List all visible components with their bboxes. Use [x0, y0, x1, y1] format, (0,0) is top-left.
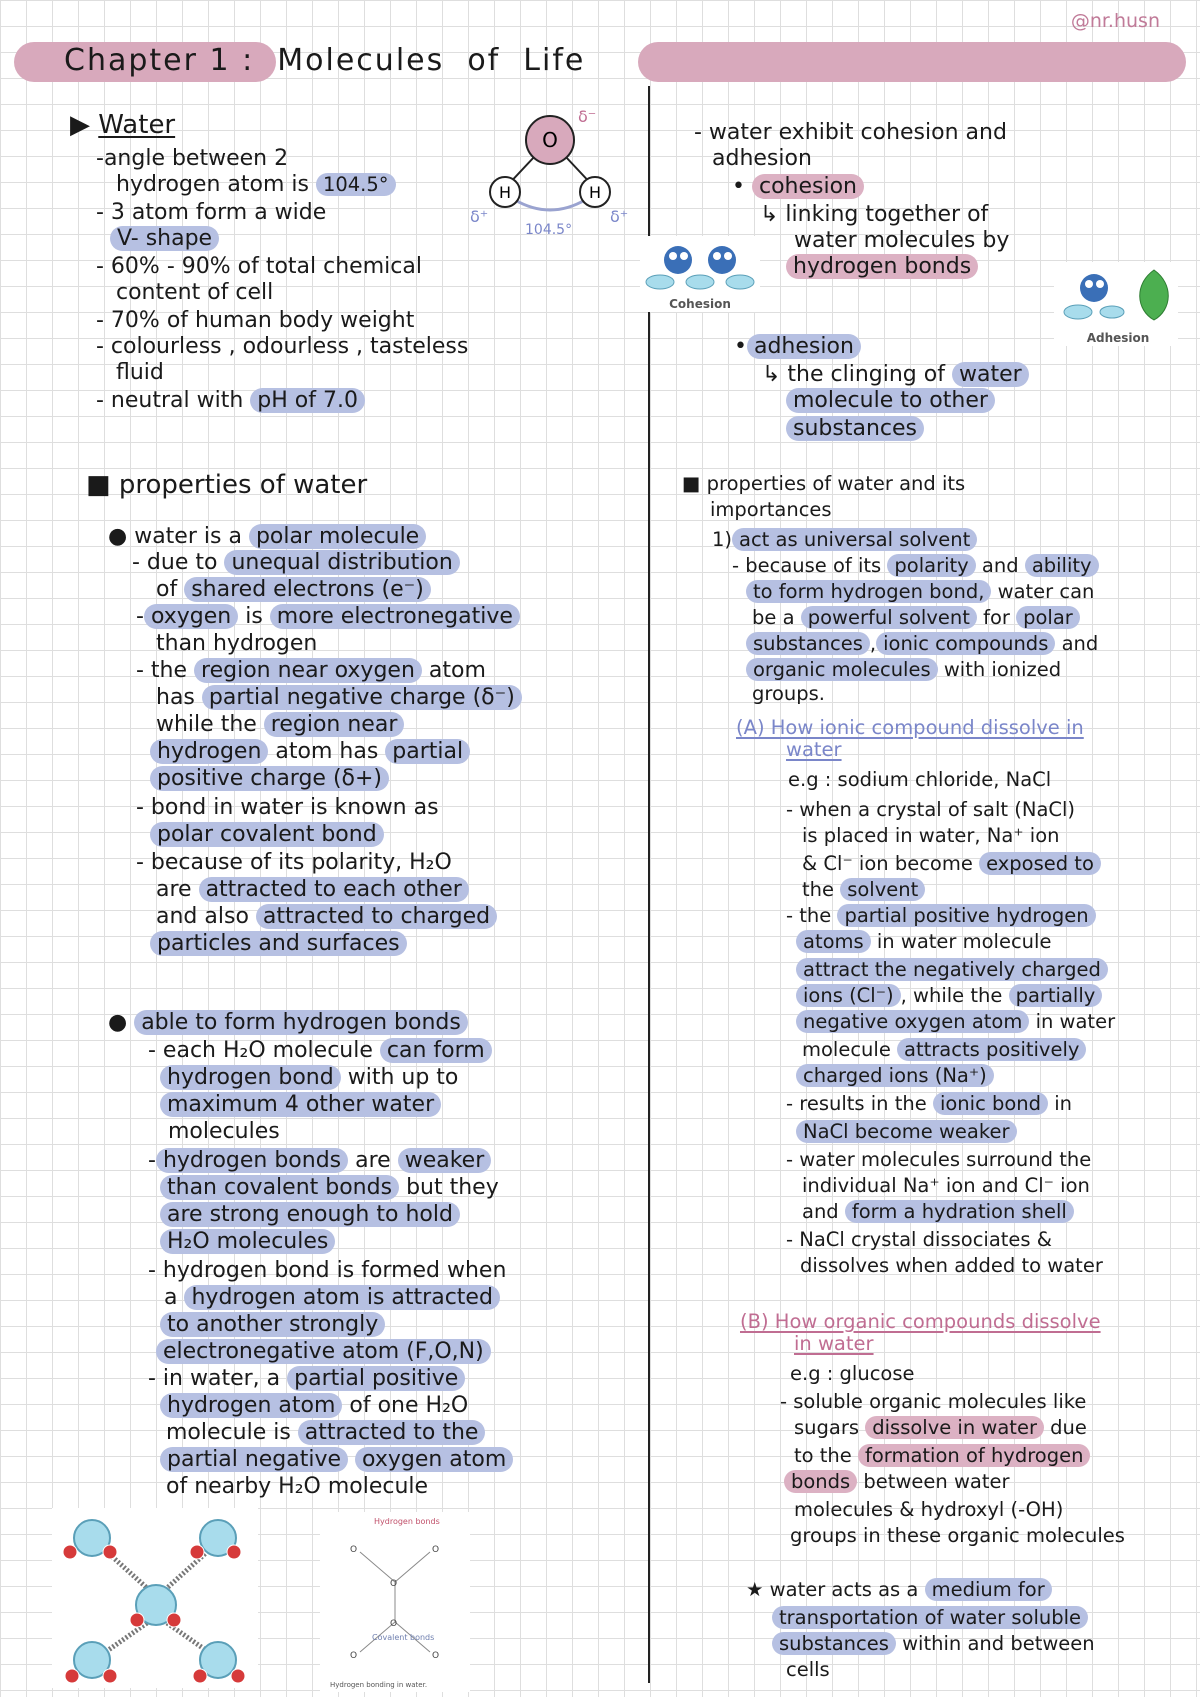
text: water is a	[134, 524, 242, 549]
highlight: partial	[385, 739, 470, 764]
right-line	[746, 580, 1094, 604]
highlight: solvent	[840, 878, 925, 901]
highlight: attract the negatively charged	[796, 958, 1108, 981]
highlight: hydrogen atom	[160, 1393, 342, 1418]
highlight: partially	[1009, 984, 1103, 1007]
prop-line	[150, 766, 389, 792]
highlight: form a hydration shell	[845, 1200, 1074, 1223]
highlight: partial positive hydrogen	[837, 904, 1095, 927]
water-network-illustration	[52, 1508, 258, 1688]
water-line: content of cell	[116, 280, 274, 305]
highlight: hydrogen bond	[160, 1065, 341, 1090]
text: a	[164, 1285, 178, 1310]
right-line: e.g : sodium chloride, NaCl	[788, 768, 1052, 791]
highlight: oxygen atom	[355, 1447, 513, 1472]
highlight: attracts positively	[897, 1038, 1086, 1061]
right-line	[796, 984, 1102, 1008]
highlight: region near oxygen	[194, 658, 422, 683]
text: while the	[156, 712, 257, 737]
text: has	[156, 685, 195, 710]
water-line: - 70% of human body weight	[96, 308, 415, 333]
highlight: formation of hydrogen	[858, 1444, 1091, 1467]
square-bullet-icon: ■	[86, 470, 111, 500]
text: and	[981, 554, 1019, 577]
highlight: oxygen	[144, 604, 238, 629]
text: are	[156, 877, 192, 902]
svg-text:O: O	[432, 1545, 440, 1555]
text: - neutral with	[96, 388, 244, 413]
hbond-line	[148, 1366, 465, 1392]
text: and	[802, 1200, 839, 1223]
right-line	[746, 1578, 1052, 1602]
water-line: fluid	[116, 360, 164, 385]
highlight: powerful solvent	[801, 606, 977, 629]
right-line	[794, 1416, 1087, 1440]
cohesion-illustration	[640, 236, 760, 312]
highlight: medium for	[925, 1578, 1052, 1601]
svg-text:O: O	[390, 1579, 398, 1589]
right-line	[786, 904, 1096, 928]
prop-line	[156, 877, 469, 903]
highlight: V- shape	[110, 226, 219, 251]
text: hydrogen atom is	[116, 172, 309, 197]
water-line: - 3 atom form a wide	[96, 200, 327, 225]
hbond-line: ● able to form hydrogen bonds	[108, 1010, 468, 1036]
right-line	[786, 1092, 1072, 1116]
section-a-title	[736, 716, 1084, 740]
highlight: more electronegative	[270, 604, 520, 629]
right-line	[746, 632, 1098, 656]
text: sugars	[794, 1416, 860, 1439]
right-line	[802, 1038, 1086, 1062]
right-line	[772, 1606, 1088, 1630]
water-line	[116, 172, 396, 198]
hbond-line: - hydrogen bonds are weaker	[148, 1148, 491, 1174]
text: in water	[1035, 1010, 1116, 1033]
right-line	[796, 930, 1051, 954]
text: ↳ the clinging of	[762, 362, 945, 387]
text: ★ water acts as a	[746, 1578, 919, 1601]
right-line: water molecules by	[794, 228, 1010, 253]
highlight: to another strongly	[160, 1312, 385, 1337]
highlight: dissolve in water	[865, 1416, 1044, 1439]
section-a-title	[786, 738, 842, 762]
prop-line	[150, 822, 384, 848]
text: between water	[863, 1470, 1010, 1493]
prop-line	[156, 904, 497, 930]
highlight: water	[952, 362, 1029, 387]
highlight: partial negative charge (δ⁻)	[202, 685, 522, 710]
title-highlight-right	[638, 42, 1186, 82]
hbond-line	[160, 1312, 385, 1338]
highlight: pH of 7.0	[250, 388, 365, 413]
text: - the	[136, 658, 188, 683]
author-handle: @nr.husn	[1070, 10, 1160, 32]
svg-text:O: O	[350, 1545, 358, 1555]
water-line: -angle between 2	[96, 146, 289, 171]
highlight: shared electrons (e⁻)	[184, 577, 431, 602]
hbond-line	[160, 1175, 499, 1201]
hbond-line	[148, 1038, 492, 1064]
text: in water molecule	[876, 930, 1052, 953]
text: - due to	[132, 550, 218, 575]
highlight: able to form hydrogen bonds	[134, 1010, 468, 1035]
highlight: negative oxygen atom	[796, 1010, 1029, 1033]
right-line	[802, 878, 925, 902]
text: is	[245, 604, 263, 629]
prop-line: ● water is a polar molecule	[108, 524, 426, 550]
highlight: polar covalent bond	[150, 822, 384, 847]
figure-caption: Hydrogen bonding in water.	[330, 1681, 428, 1689]
right-line: ↳ linking together of	[760, 202, 989, 227]
oxygen-label: O	[542, 128, 558, 152]
right-line: - soluble organic molecules like	[780, 1390, 1087, 1413]
highlight: ions (Cl⁻)	[796, 984, 901, 1007]
right-line: - water molecules surround the	[786, 1148, 1092, 1171]
highlight: hydrogen bonds	[156, 1148, 348, 1173]
water-line	[110, 226, 219, 252]
right-line	[772, 1632, 1095, 1656]
water-line: - 60% - 90% of total chemical	[96, 254, 422, 279]
hbond-line	[156, 1339, 491, 1365]
highlight: polar	[1016, 606, 1080, 629]
text: atom has	[275, 739, 379, 764]
highlight: bonds	[784, 1470, 857, 1493]
prop-line	[132, 550, 460, 576]
prop-line	[156, 685, 522, 711]
highlight: attracted to each other	[199, 877, 469, 902]
delta-minus-label: δ⁻	[578, 107, 597, 126]
text: properties of water and its	[706, 472, 966, 495]
right-line	[802, 1200, 1074, 1224]
right-line: ■ properties of water and its	[682, 472, 966, 495]
highlight: to form hydrogen bond,	[746, 580, 991, 603]
hbond-line	[160, 1092, 441, 1118]
text: of one H₂O	[349, 1393, 469, 1418]
highlight: are strong enough to hold	[160, 1202, 460, 1227]
hydrogen-label: H	[588, 183, 602, 202]
highlight: act as universal solvent	[732, 528, 977, 551]
text: be a	[752, 606, 795, 629]
text: in	[1054, 1092, 1073, 1115]
svg-text:O: O	[390, 1619, 398, 1629]
cohesion-caption: Cohesion	[669, 297, 731, 311]
highlight: 104.5°	[316, 173, 396, 196]
water-heading-text: Water	[98, 110, 176, 140]
highlight: can form	[380, 1038, 492, 1063]
svg-text:O: O	[350, 1651, 358, 1661]
highlight: polarity	[887, 554, 975, 577]
text: with ionized	[943, 658, 1062, 681]
right-line	[746, 658, 1061, 682]
text: - in water, a	[148, 1366, 281, 1391]
right-line	[786, 254, 978, 280]
hbond-line	[166, 1420, 485, 1446]
text: (B) How organic compounds dissolve	[740, 1310, 1101, 1333]
right-line: - NaCl crystal dissociates &	[786, 1228, 1052, 1251]
prop-line: - bond in water is known as	[136, 795, 439, 820]
right-line: molecules & hydroxyl (-OH)	[794, 1498, 1064, 1521]
page-title: Chapter 1 : Molecules of Life	[64, 43, 586, 78]
prop-line	[150, 739, 470, 765]
highlight: hydrogen	[150, 739, 268, 764]
highlight: polar molecule	[249, 524, 426, 549]
right-line	[794, 1444, 1090, 1468]
adhesion-illustration	[1054, 262, 1178, 346]
right-line: • adhesion	[734, 334, 861, 360]
right-line	[732, 554, 1099, 578]
covalent-bonds-label: Covalent bonds	[372, 1633, 435, 1642]
highlight: ability	[1025, 554, 1099, 577]
right-line: • cohesion	[732, 174, 864, 200]
water-line: - colourless , odourless , tasteless	[96, 334, 469, 359]
right-line	[796, 1120, 1017, 1144]
hbond-line	[160, 1447, 513, 1473]
highlight: maximum 4 other water	[160, 1092, 441, 1117]
svg-text:O: O	[432, 1651, 440, 1661]
highlight: electronegative atom (F,O,N)	[156, 1339, 491, 1364]
highlight: ionic bond	[933, 1092, 1048, 1115]
adhesion-caption: Adhesion	[1086, 331, 1150, 345]
section-b-title	[740, 1310, 1101, 1334]
highlight: region near	[264, 712, 405, 737]
highlight: substances	[786, 416, 924, 441]
bond-angle-label: 104.5°	[525, 222, 573, 238]
text: but they	[406, 1175, 499, 1200]
text: & Cl⁻ ion become	[802, 852, 973, 875]
highlight: charged ions (Na⁺)	[796, 1064, 994, 1087]
right-line: - when a crystal of salt (NaCl)	[786, 798, 1076, 821]
right-line: importances	[710, 498, 832, 521]
highlight: substances	[746, 632, 870, 655]
text: of	[156, 577, 178, 602]
text: the	[802, 878, 835, 901]
text: (A) How ionic compound dissolve in	[736, 716, 1084, 739]
text: , while the	[900, 984, 1003, 1007]
right-line: individual Na⁺ ion and Cl⁻ ion	[802, 1174, 1090, 1197]
highlight: organic molecules	[746, 658, 938, 681]
right-line	[786, 416, 924, 442]
prop-line: than hydrogen	[156, 631, 318, 656]
right-line	[796, 958, 1108, 982]
highlight: attracted to the	[298, 1420, 486, 1445]
hydrogen-bond-diagram	[320, 1512, 470, 1692]
hbond-line	[160, 1393, 468, 1419]
highlight: transportation of water soluble	[772, 1606, 1088, 1629]
hydrogen-label: H	[498, 183, 512, 202]
text: molecule is	[166, 1420, 291, 1445]
highlight: unequal distribution	[224, 550, 459, 575]
delta-plus-label: δ⁺	[610, 207, 629, 226]
highlight: partial negative	[160, 1447, 348, 1472]
right-line: dissolves when added to water	[800, 1254, 1103, 1277]
text: - the	[786, 904, 832, 927]
highlight: positive charge (δ+)	[150, 766, 389, 791]
right-line	[762, 362, 1029, 388]
hbond-line	[160, 1065, 458, 1091]
text: in water	[794, 1332, 874, 1355]
text: to the	[794, 1444, 852, 1467]
highlight: particles and surfaces	[150, 931, 407, 956]
text: ,	[869, 632, 877, 655]
text: are	[355, 1148, 391, 1173]
highlight: H₂O molecules	[160, 1229, 335, 1254]
hbond-line	[160, 1202, 460, 1228]
right-line	[786, 388, 995, 414]
right-line: cells	[786, 1658, 830, 1681]
water-heading: ▶ Water	[70, 110, 176, 140]
prop-line	[156, 577, 431, 603]
right-line: e.g : glucose	[790, 1362, 915, 1385]
right-line	[802, 852, 1101, 876]
heading-text: properties of water	[118, 470, 368, 500]
prop-line	[136, 658, 486, 684]
text: 1)	[712, 528, 733, 551]
section-b-title	[794, 1332, 874, 1356]
highlight: cohesion	[752, 174, 864, 199]
right-line: groups.	[752, 682, 825, 705]
prop-line: - oxygen is more electronegative	[136, 604, 520, 630]
right-line	[784, 1470, 1010, 1494]
right-line: is placed in water, Na⁺ ion	[802, 824, 1060, 847]
delta-plus-label: δ⁺	[470, 207, 489, 226]
prop-line	[156, 712, 404, 738]
text: - because of its	[732, 554, 882, 577]
text: and also	[156, 904, 249, 929]
highlight: ionic compounds	[876, 632, 1055, 655]
text: water can	[997, 580, 1095, 603]
highlight: partial positive	[287, 1366, 465, 1391]
water-molecule-diagram	[470, 100, 640, 240]
text: - each H₂O molecule	[148, 1038, 373, 1063]
highlight: substances	[772, 1632, 896, 1655]
text: due	[1050, 1416, 1087, 1439]
text: molecule	[802, 1038, 891, 1061]
text: with up to	[347, 1065, 459, 1090]
highlight: exposed to	[979, 852, 1101, 875]
text: for	[983, 606, 1010, 629]
text: and	[1061, 632, 1099, 655]
highlight: molecule to other	[786, 388, 995, 413]
right-line: adhesion	[712, 146, 812, 171]
hbond-line	[164, 1285, 500, 1311]
highlight: than covalent bonds	[160, 1175, 399, 1200]
prop-line: - because of its polarity, H₂O	[136, 850, 452, 875]
right-line	[712, 528, 977, 552]
text: - results in the	[786, 1092, 927, 1115]
water-line	[96, 388, 365, 414]
highlight: hydrogen atom is attracted	[184, 1285, 499, 1310]
right-line	[796, 1010, 1115, 1034]
prop-line	[150, 931, 407, 957]
text: atom	[428, 658, 486, 683]
column-divider	[648, 86, 650, 1683]
properties-heading	[86, 472, 367, 498]
highlight: attracted to charged	[256, 904, 497, 929]
text: within and between	[902, 1632, 1095, 1655]
hbond-line: of nearby H₂O molecule	[166, 1474, 429, 1499]
right-line	[752, 606, 1080, 630]
right-line: - water exhibit cohesion and	[694, 120, 1007, 145]
hbond-line: molecules	[168, 1119, 280, 1144]
highlight: adhesion	[747, 334, 861, 359]
hbond-line	[160, 1229, 335, 1255]
hydrogen-bonds-label: Hydrogen bonds	[374, 1517, 440, 1526]
highlight: NaCl become weaker	[796, 1120, 1017, 1143]
right-line	[796, 1064, 994, 1088]
highlight: hydrogen bonds	[786, 254, 978, 279]
highlight: weaker	[398, 1148, 492, 1173]
highlight: atoms	[796, 930, 871, 953]
right-line: groups in these organic molecules	[790, 1524, 1125, 1547]
text: water	[786, 738, 842, 761]
hbond-line: - hydrogen bond is formed when	[148, 1258, 507, 1283]
